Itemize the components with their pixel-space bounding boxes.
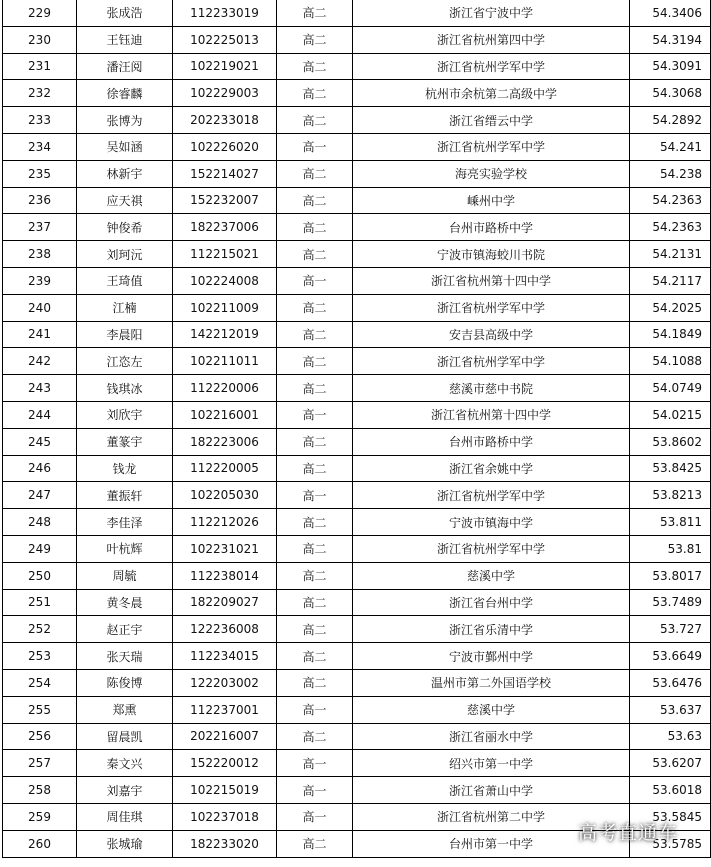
rank-cell: 254	[3, 669, 77, 696]
name-cell: 秦文兴	[77, 750, 173, 777]
name-cell: 应天祺	[77, 187, 173, 214]
name-cell: 周毓	[77, 562, 173, 589]
student-id-cell: 102219021	[173, 53, 277, 80]
table-row	[3, 107, 711, 134]
school-cell: 浙江省余姚中学	[353, 455, 630, 482]
table-row	[3, 375, 711, 402]
score-cell: 54.2363	[630, 187, 711, 214]
name-cell: 刘嘉宇	[77, 777, 173, 804]
name-cell: 陈俊博	[77, 669, 173, 696]
name-cell: 江恣左	[77, 348, 173, 375]
grade-cell: 高二	[277, 455, 353, 482]
rank-cell: 237	[3, 214, 77, 241]
table-row	[3, 669, 711, 696]
grade-cell: 高二	[277, 428, 353, 455]
grade-cell: 高二	[277, 589, 353, 616]
table-row	[3, 241, 711, 268]
table-row	[3, 643, 711, 670]
rank-cell: 252	[3, 616, 77, 643]
score-cell: 54.3406	[630, 0, 711, 26]
rank-cell: 231	[3, 53, 77, 80]
school-cell: 浙江省乐清中学	[353, 616, 630, 643]
name-cell: 张博为	[77, 107, 173, 134]
student-id-cell: 102211011	[173, 348, 277, 375]
school-cell: 宁波市镇海中学	[353, 509, 630, 536]
rank-cell: 238	[3, 241, 77, 268]
score-cell: 54.238	[630, 160, 711, 187]
name-cell: 留晨凯	[77, 723, 173, 750]
grade-cell: 高一	[277, 133, 353, 160]
school-cell: 慈溪中学	[353, 696, 630, 723]
grade-cell: 高二	[277, 375, 353, 402]
rank-cell: 251	[3, 589, 77, 616]
grade-cell: 高一	[277, 750, 353, 777]
grade-cell: 高二	[277, 348, 353, 375]
name-cell: 钱龙	[77, 455, 173, 482]
school-cell: 浙江省萧山中学	[353, 777, 630, 804]
student-id-cell: 202233018	[173, 107, 277, 134]
score-cell: 54.2117	[630, 267, 711, 294]
table-row	[3, 0, 711, 26]
table-row	[3, 80, 711, 107]
student-id-cell: 112220006	[173, 375, 277, 402]
table-row	[3, 428, 711, 455]
grade-cell: 高二	[277, 53, 353, 80]
name-cell: 潘汪阅	[77, 53, 173, 80]
student-id-cell: 112220005	[173, 455, 277, 482]
grade-cell: 高一	[277, 803, 353, 830]
score-cell: 53.81	[630, 535, 711, 562]
rank-cell: 235	[3, 160, 77, 187]
school-cell: 浙江省杭州第十四中学	[353, 401, 630, 428]
student-id-cell: 182233020	[173, 830, 277, 857]
table-row	[3, 321, 711, 348]
grade-cell: 高一	[277, 777, 353, 804]
school-cell: 宁波市鄞州中学	[353, 643, 630, 670]
student-id-cell: 112237001	[173, 696, 277, 723]
name-cell: 赵正宇	[77, 616, 173, 643]
grade-cell: 高二	[277, 80, 353, 107]
score-cell: 53.63	[630, 723, 711, 750]
score-cell: 53.7489	[630, 589, 711, 616]
rank-cell: 257	[3, 750, 77, 777]
score-cell: 53.6207	[630, 750, 711, 777]
score-cell: 54.2363	[630, 214, 711, 241]
student-id-cell: 102225013	[173, 26, 277, 53]
score-cell: 53.6476	[630, 669, 711, 696]
table-row	[3, 723, 711, 750]
school-cell: 浙江省杭州学军中学	[353, 53, 630, 80]
name-cell: 钱琪冰	[77, 375, 173, 402]
student-id-cell: 102215019	[173, 777, 277, 804]
table-row	[3, 160, 711, 187]
rank-cell: 250	[3, 562, 77, 589]
score-cell: 54.1849	[630, 321, 711, 348]
table-row	[3, 348, 711, 375]
school-cell: 台州市路桥中学	[353, 214, 630, 241]
rank-cell: 243	[3, 375, 77, 402]
student-id-cell: 122236008	[173, 616, 277, 643]
school-cell: 浙江省丽水中学	[353, 723, 630, 750]
student-id-cell: 142212019	[173, 321, 277, 348]
student-id-cell: 112238014	[173, 562, 277, 589]
rank-cell: 256	[3, 723, 77, 750]
name-cell: 林新宇	[77, 160, 173, 187]
name-cell: 徐睿麟	[77, 80, 173, 107]
score-cell: 53.5785	[630, 830, 711, 857]
score-cell: 54.2131	[630, 241, 711, 268]
table-row	[3, 750, 711, 777]
student-id-cell: 102231021	[173, 535, 277, 562]
name-cell: 钟俊希	[77, 214, 173, 241]
student-id-cell: 182237006	[173, 214, 277, 241]
grade-cell: 高一	[277, 696, 353, 723]
school-cell: 浙江省缙云中学	[353, 107, 630, 134]
score-cell: 54.0749	[630, 375, 711, 402]
name-cell: 刘欣宇	[77, 401, 173, 428]
name-cell: 张城瑜	[77, 830, 173, 857]
student-id-cell: 112212026	[173, 509, 277, 536]
school-cell: 慈溪中学	[353, 562, 630, 589]
rank-cell: 236	[3, 187, 77, 214]
rank-cell: 239	[3, 267, 77, 294]
score-cell: 53.5845	[630, 803, 711, 830]
grade-cell: 高二	[277, 509, 353, 536]
table-row	[3, 294, 711, 321]
rank-cell: 248	[3, 509, 77, 536]
rank-cell: 249	[3, 535, 77, 562]
score-cell: 54.1088	[630, 348, 711, 375]
score-cell: 54.0215	[630, 401, 711, 428]
table-row	[3, 616, 711, 643]
name-cell: 张天瑞	[77, 643, 173, 670]
name-cell: 刘珂沅	[77, 241, 173, 268]
grade-cell: 高二	[277, 562, 353, 589]
school-cell: 浙江省杭州学军中学	[353, 348, 630, 375]
score-cell: 54.2025	[630, 294, 711, 321]
table-row	[3, 589, 711, 616]
school-cell: 浙江省台州中学	[353, 589, 630, 616]
student-id-cell: 182209027	[173, 589, 277, 616]
score-cell: 53.727	[630, 616, 711, 643]
school-cell: 安吉县高级中学	[353, 321, 630, 348]
student-id-cell: 112215021	[173, 241, 277, 268]
rank-cell: 246	[3, 455, 77, 482]
score-cell: 53.811	[630, 509, 711, 536]
student-id-cell: 102224008	[173, 267, 277, 294]
grade-cell: 高二	[277, 160, 353, 187]
student-id-cell: 102229003	[173, 80, 277, 107]
table-row	[3, 777, 711, 804]
school-cell: 杭州市余杭第二高级中学	[353, 80, 630, 107]
name-cell: 周佳琪	[77, 803, 173, 830]
rank-cell: 229	[3, 0, 77, 26]
table-row	[3, 535, 711, 562]
rank-cell: 259	[3, 803, 77, 830]
rank-cell: 258	[3, 777, 77, 804]
table-row	[3, 133, 711, 160]
grade-cell: 高二	[277, 643, 353, 670]
school-cell: 浙江省杭州学军中学	[353, 294, 630, 321]
grade-cell: 高二	[277, 0, 353, 26]
rank-cell: 245	[3, 428, 77, 455]
school-cell: 浙江省杭州学军中学	[353, 482, 630, 509]
ranking-table-body	[3, 0, 711, 857]
school-cell: 台州市第一中学	[353, 830, 630, 857]
name-cell: 王钰迪	[77, 26, 173, 53]
student-id-cell: 102205030	[173, 482, 277, 509]
rank-cell: 253	[3, 643, 77, 670]
school-cell: 台州市路桥中学	[353, 428, 630, 455]
name-cell: 董振轩	[77, 482, 173, 509]
school-cell: 宁波市镇海蛟川书院	[353, 241, 630, 268]
score-cell: 54.3194	[630, 26, 711, 53]
rank-cell: 255	[3, 696, 77, 723]
name-cell: 张成浩	[77, 0, 173, 26]
table-row	[3, 696, 711, 723]
school-cell: 浙江省杭州第十四中学	[353, 267, 630, 294]
grade-cell: 高二	[277, 669, 353, 696]
student-id-cell: 182223006	[173, 428, 277, 455]
score-cell: 54.3091	[630, 53, 711, 80]
table-row	[3, 401, 711, 428]
school-cell: 浙江省杭州第二中学	[353, 803, 630, 830]
score-cell: 53.8017	[630, 562, 711, 589]
rank-cell: 234	[3, 133, 77, 160]
grade-cell: 高二	[277, 616, 353, 643]
student-id-cell: 102216001	[173, 401, 277, 428]
name-cell: 李佳泽	[77, 509, 173, 536]
student-id-cell: 152214027	[173, 160, 277, 187]
table-row	[3, 455, 711, 482]
grade-cell: 高二	[277, 723, 353, 750]
student-id-cell: 102237018	[173, 803, 277, 830]
name-cell: 郑熏	[77, 696, 173, 723]
name-cell: 董篆宇	[77, 428, 173, 455]
rank-cell: 240	[3, 294, 77, 321]
school-cell: 浙江省杭州学军中学	[353, 133, 630, 160]
student-id-cell: 152220012	[173, 750, 277, 777]
rank-cell: 232	[3, 80, 77, 107]
rank-cell: 230	[3, 26, 77, 53]
watermark: 高考直通车	[577, 822, 678, 844]
grade-cell: 高二	[277, 107, 353, 134]
school-cell: 嵊州中学	[353, 187, 630, 214]
name-cell: 叶杭辉	[77, 535, 173, 562]
score-cell: 53.637	[630, 696, 711, 723]
grade-cell: 高二	[277, 26, 353, 53]
score-cell: 53.8602	[630, 428, 711, 455]
score-cell: 54.241	[630, 133, 711, 160]
grade-cell: 高二	[277, 214, 353, 241]
student-id-cell: 202216007	[173, 723, 277, 750]
name-cell: 李晨阳	[77, 321, 173, 348]
grade-cell: 高二	[277, 187, 353, 214]
school-cell: 慈溪市慈中书院	[353, 375, 630, 402]
table-row	[3, 214, 711, 241]
table-row	[3, 267, 711, 294]
table-row	[3, 53, 711, 80]
score-cell: 54.3068	[630, 80, 711, 107]
grade-cell: 高二	[277, 830, 353, 857]
name-cell: 黄冬晨	[77, 589, 173, 616]
grade-cell: 高一	[277, 401, 353, 428]
grade-cell: 高二	[277, 321, 353, 348]
rank-cell: 247	[3, 482, 77, 509]
school-cell: 温州市第二外国语学校	[353, 669, 630, 696]
name-cell: 王琦值	[77, 267, 173, 294]
score-cell: 53.6018	[630, 777, 711, 804]
grade-cell: 高二	[277, 294, 353, 321]
score-cell: 53.6649	[630, 643, 711, 670]
table-row	[3, 509, 711, 536]
grade-cell: 高二	[277, 535, 353, 562]
ranking-table	[2, 0, 711, 858]
rank-cell: 241	[3, 321, 77, 348]
school-cell: 浙江省杭州学军中学	[353, 535, 630, 562]
student-id-cell: 112234015	[173, 643, 277, 670]
student-id-cell: 122203002	[173, 669, 277, 696]
grade-cell: 高一	[277, 267, 353, 294]
name-cell: 吴如涵	[77, 133, 173, 160]
student-id-cell: 152232007	[173, 187, 277, 214]
school-cell: 绍兴市第一中学	[353, 750, 630, 777]
table-row	[3, 562, 711, 589]
student-id-cell: 102211009	[173, 294, 277, 321]
school-cell: 海亮实验学校	[353, 160, 630, 187]
grade-cell: 高二	[277, 241, 353, 268]
rank-cell: 244	[3, 401, 77, 428]
table-row	[3, 187, 711, 214]
school-cell: 浙江省宁波中学	[353, 0, 630, 26]
score-cell: 53.8213	[630, 482, 711, 509]
score-cell: 53.8425	[630, 455, 711, 482]
score-cell: 54.2892	[630, 107, 711, 134]
grade-cell: 高一	[277, 482, 353, 509]
table-row	[3, 482, 711, 509]
school-cell: 浙江省杭州第四中学	[353, 26, 630, 53]
student-id-cell: 102226020	[173, 133, 277, 160]
table-row	[3, 26, 711, 53]
rank-cell: 233	[3, 107, 77, 134]
rank-cell: 242	[3, 348, 77, 375]
rank-cell: 260	[3, 830, 77, 857]
student-id-cell: 112233019	[173, 0, 277, 26]
name-cell: 江楠	[77, 294, 173, 321]
